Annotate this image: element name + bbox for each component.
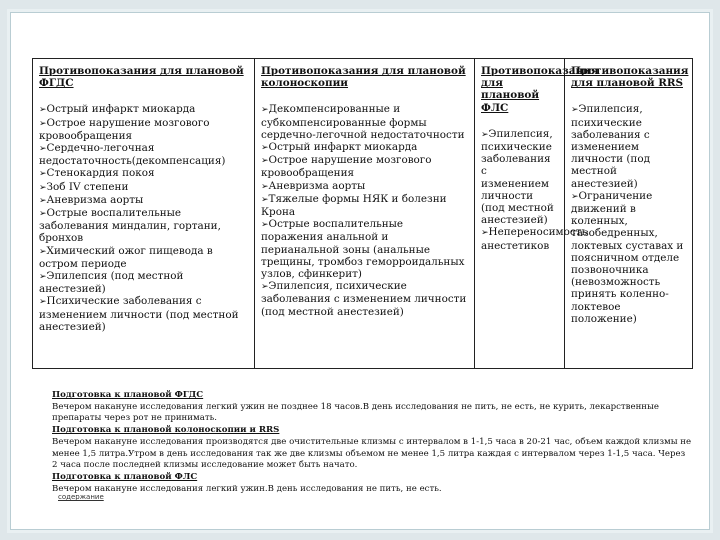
list-item bbox=[39, 295, 248, 333]
arrow-bullet-icon: ➢ bbox=[39, 297, 47, 308]
arrow-bullet-icon: ➢ bbox=[39, 272, 47, 283]
column-header: Противопоказания для плановой колоноскопии bbox=[261, 65, 466, 90]
list-item bbox=[571, 103, 686, 189]
list-item-text: Ограничение движений в коленных, тазобедренных, локтевых суставах и поясничном отделе позвоночника (невозможность принять коленно-локтевое положение) bbox=[571, 189, 684, 325]
arrow-bullet-icon: ➢ bbox=[39, 118, 47, 129]
list-item bbox=[39, 270, 248, 295]
column-header: Противопоказания для плановой ФГДС bbox=[39, 65, 244, 90]
list-item bbox=[481, 226, 588, 252]
arrow-bullet-icon: ➢ bbox=[261, 143, 269, 154]
note-heading: Подготовка к плановой колоноскопии и RRS bbox=[52, 425, 280, 436]
list-item bbox=[39, 117, 248, 142]
list-item-text: Эпилепсия (под местной анестезией) bbox=[39, 270, 184, 296]
arrow-bullet-icon: ➢ bbox=[261, 156, 269, 167]
column-fls bbox=[475, 59, 599, 369]
note-heading: Подготовка к плановой ФГДС bbox=[52, 390, 204, 400]
list-item-text: Аневризма аорты bbox=[268, 179, 366, 192]
arrow-bullet-icon: ➢ bbox=[39, 246, 47, 257]
list-item bbox=[261, 180, 468, 193]
list-item bbox=[261, 103, 468, 141]
arrow-bullet-icon: ➢ bbox=[481, 129, 489, 140]
list-item-text: Химический ожог пищевода в остром периоде bbox=[39, 244, 213, 270]
list-item-text: Зоб IV степени bbox=[46, 180, 129, 193]
list-item-text: Острые воспалительные поражения анальной и перианальной зоны (анальные трещины, тромбоз геморроидальных узлов, сфинкерит) bbox=[261, 218, 465, 281]
column-colonoscopy bbox=[255, 59, 475, 369]
list-item bbox=[261, 280, 468, 318]
arrow-bullet-icon: ➢ bbox=[261, 105, 269, 116]
column-header: Противопоказания для плановой ФЛС bbox=[481, 65, 599, 114]
arrow-bullet-icon: ➢ bbox=[481, 228, 489, 239]
list-item bbox=[261, 141, 468, 154]
list-item-text: Эпилепсия, психические заболевания с изменением личности (под местной анестезией) bbox=[571, 103, 651, 190]
list-item-text: Эпилепсия, психические заболевания с изменением личности (под местной анестезией) bbox=[261, 280, 467, 318]
list-item-text: Аневризма аорты bbox=[46, 193, 144, 206]
list-item bbox=[39, 142, 248, 167]
arrow-bullet-icon: ➢ bbox=[39, 169, 47, 180]
list-item-text: Острые воспалительные заболевания миндалин, гортани, бронхов bbox=[39, 207, 221, 245]
list-item bbox=[261, 193, 468, 218]
column-items bbox=[39, 103, 248, 333]
note-text: Вечером накануне исследования легкий ужин не позднее 18 часов.В день исследования не пить, не есть, не курить, лекарственные препараты через рот не принимать. bbox=[52, 401, 659, 424]
preparation-notes bbox=[52, 390, 692, 495]
list-item-text: Тяжелые формы НЯК и болезни Крона bbox=[261, 192, 447, 219]
list-item-text: Эпилепсия, психические заболевания с изменением личности (под местной анестезией) bbox=[481, 127, 554, 227]
arrow-bullet-icon: ➢ bbox=[261, 181, 269, 192]
note-text: Вечером накануне исследования легкий ужин.В день исследования не пить, не есть. bbox=[52, 483, 442, 494]
list-item bbox=[39, 207, 248, 245]
list-item-text: Стенокардия покоя bbox=[46, 167, 155, 180]
note-text: Вечером накануне исследования производятся две очистительные клизмы с интервалом в 1-1,5 часа в 20-21 час, объем каждой клизмы не менее 1,5 литра.Утром в день исследования так же две клизмы объемом не менее 1,5 литра каждая с интервалом через 1-1,5 часа. Через 2 часа после последней клизмы исследование может быть начато. bbox=[52, 436, 692, 471]
list-item bbox=[261, 218, 468, 280]
list-item bbox=[261, 154, 468, 179]
column-header: Противопоказания для плановой RRS bbox=[571, 65, 689, 90]
list-item bbox=[39, 167, 248, 180]
column-items bbox=[571, 103, 686, 325]
column-items bbox=[261, 103, 468, 317]
list-item bbox=[571, 190, 686, 325]
arrow-bullet-icon: ➢ bbox=[571, 191, 579, 202]
note-heading: Подготовка к плановой ФЛС bbox=[52, 471, 198, 482]
list-item-text: Декомпенсированные и субкомпенсированные формы сердечно-легочной недостаточности bbox=[261, 103, 465, 141]
list-item-text: Непереносимость анестетиков bbox=[481, 226, 588, 252]
column-rrs bbox=[565, 59, 693, 369]
list-item bbox=[39, 181, 248, 194]
arrow-bullet-icon: ➢ bbox=[39, 105, 47, 116]
list-item bbox=[39, 194, 248, 207]
contraindications-table bbox=[32, 58, 693, 369]
arrow-bullet-icon: ➢ bbox=[39, 209, 47, 220]
arrow-bullet-icon: ➢ bbox=[39, 144, 47, 155]
arrow-bullet-icon: ➢ bbox=[571, 105, 579, 116]
list-item bbox=[481, 128, 558, 227]
list-item-text: Острое нарушение мозгового кровообращения bbox=[261, 154, 432, 180]
contents-link[interactable]: содержание bbox=[58, 493, 104, 501]
column-items bbox=[481, 127, 588, 252]
list-item-text: Острый инфаркт миокарда bbox=[46, 103, 196, 116]
list-item-text: Сердечно-легочная недостаточность(декомпенсация) bbox=[39, 142, 226, 168]
arrow-bullet-icon: ➢ bbox=[261, 282, 269, 293]
list-item-text: Психические заболевания с изменением личности (под местной анестезией) bbox=[39, 295, 239, 333]
list-item bbox=[39, 245, 248, 270]
table-row bbox=[33, 59, 693, 369]
column-fgds bbox=[33, 59, 255, 369]
arrow-bullet-icon: ➢ bbox=[39, 195, 47, 206]
arrow-bullet-icon: ➢ bbox=[261, 220, 269, 231]
list-item-text: Острое нарушение мозгового кровообращения bbox=[39, 116, 210, 142]
list-item bbox=[39, 103, 248, 116]
arrow-bullet-icon: ➢ bbox=[39, 182, 47, 193]
list-item-text: Острый инфаркт миокарда bbox=[268, 141, 418, 154]
arrow-bullet-icon: ➢ bbox=[261, 194, 269, 205]
